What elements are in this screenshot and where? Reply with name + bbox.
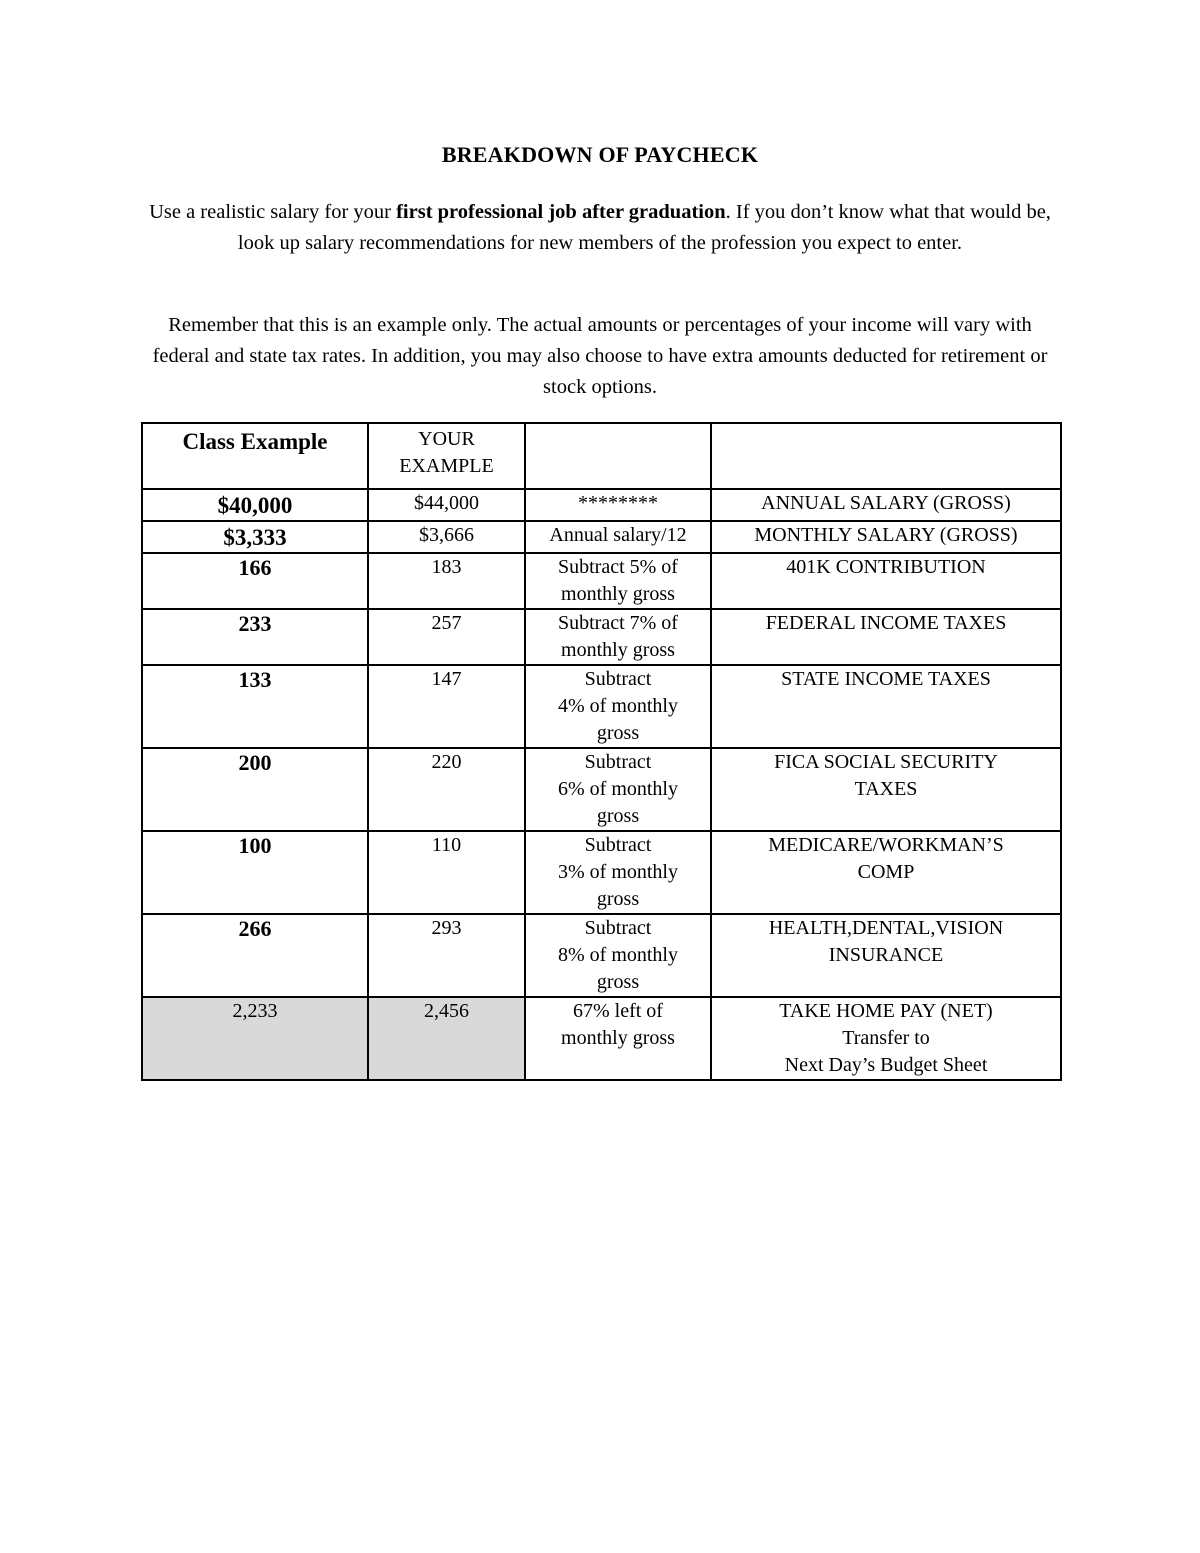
table-row-net <box>142 997 1061 1080</box>
intro-text-end: . If you don’t know what that would be, look up salary recommendations for new members of the profession you expect to enter. <box>237 201 1051 254</box>
class-example-cell: 100 <box>142 831 368 914</box>
table-row <box>142 521 1061 553</box>
calculation-line: gross <box>596 888 640 910</box>
item-label-line: Transfer to <box>842 1027 930 1049</box>
calculation-line: Subtract <box>584 834 652 856</box>
calculation-line: Subtract <box>584 668 652 690</box>
table-row <box>142 914 1061 997</box>
item-label-line: STATE INCOME TAXES <box>781 668 991 690</box>
item-label-line: FEDERAL INCOME TAXES <box>765 612 1007 634</box>
your-example-cell: $44,000 <box>368 489 525 521</box>
your-example-cell: $3,666 <box>368 521 525 553</box>
item-label-line: MEDICARE/WORKMAN’S <box>768 834 1004 856</box>
calculation-line: monthly gross <box>561 1027 675 1049</box>
calculation-line: 3% of monthly <box>558 861 678 883</box>
item-label-line: TAKE HOME PAY (NET) <box>779 1000 993 1022</box>
calculation-line: gross <box>596 971 640 993</box>
paycheck-table <box>141 422 1062 1081</box>
your-example-cell: 147 <box>368 665 525 748</box>
calculation-line: monthly gross <box>561 583 675 605</box>
class-example-net-cell: 2,233 <box>142 997 368 1080</box>
your-example-cell: 257 <box>368 609 525 665</box>
your-example-header <box>368 423 525 489</box>
item-label-line: Next Day’s Budget Sheet <box>784 1054 988 1076</box>
item-label-line: FICA SOCIAL SECURITY <box>774 751 998 773</box>
table-header-row <box>142 423 1061 489</box>
calculation-cell <box>525 665 711 748</box>
item-label-cell <box>711 609 1061 665</box>
calculation-line: Subtract <box>584 751 652 773</box>
class-example-cell: 166 <box>142 553 368 609</box>
calculation-cell <box>525 914 711 997</box>
calculation-line: 4% of monthly <box>558 695 678 717</box>
calculation-line: Subtract <box>584 917 652 939</box>
your-example-header-line1: YOUR <box>418 428 475 450</box>
calculation-header <box>525 423 711 489</box>
your-example-cell: 183 <box>368 553 525 609</box>
item-label-line: COMP <box>857 861 915 883</box>
item-label-line: HEALTH,DENTAL,VISION <box>768 917 1004 939</box>
item-label-line: INSURANCE <box>828 944 944 966</box>
item-label-line: TAXES <box>854 778 918 800</box>
item-label-line: 401K CONTRIBUTION <box>786 556 986 578</box>
intro-emphasis: first professional job after graduation <box>396 201 726 223</box>
calculation-cell <box>525 831 711 914</box>
calculation-line: 67% left of <box>573 1000 663 1022</box>
table-row <box>142 609 1061 665</box>
class-example-cell: 200 <box>142 748 368 831</box>
calculation-line: Annual salary/12 <box>549 524 687 546</box>
item-label-cell <box>711 553 1061 609</box>
your-example-cell: 110 <box>368 831 525 914</box>
calculation-line: Subtract 7% of <box>558 612 678 634</box>
item-label-cell <box>711 748 1061 831</box>
page-title: BREAKDOWN OF PAYCHECK <box>441 142 759 167</box>
table-row <box>142 489 1061 521</box>
calculation-cell <box>525 521 711 553</box>
item-label-cell <box>711 914 1061 997</box>
item-label-cell <box>711 521 1061 553</box>
calculation-cell <box>525 553 711 609</box>
table-row <box>142 748 1061 831</box>
class-example-cell: $3,333 <box>142 521 368 553</box>
calculation-cell <box>525 489 711 521</box>
item-label-cell <box>711 831 1061 914</box>
note-paragraph: Remember that this is an example only. The actual amounts or percentages of your income will vary with federal and state tax rates. In addition, you may also choose to have extra amounts deducted for retirement or stock options. <box>152 314 1048 398</box>
calculation-line: monthly gross <box>561 639 675 661</box>
your-example-net-cell: 2,456 <box>368 997 525 1080</box>
calculation-line: gross <box>596 805 640 827</box>
item-label-cell <box>711 665 1061 748</box>
calculation-cell <box>525 609 711 665</box>
your-example-cell: 220 <box>368 748 525 831</box>
table-row <box>142 665 1061 748</box>
your-example-header-line2: EXAMPLE <box>399 455 494 477</box>
calculation-cell <box>525 748 711 831</box>
class-example-cell: $40,000 <box>142 489 368 521</box>
item-header <box>711 423 1061 489</box>
intro-text-start: Use a realistic salary for your <box>149 201 397 223</box>
class-example-cell: 233 <box>142 609 368 665</box>
item-label-line: MONTHLY SALARY (GROSS) <box>754 524 1018 546</box>
class-example-header: Class Example <box>142 423 368 489</box>
calculation-line: 6% of monthly <box>558 778 678 800</box>
table-row <box>142 553 1061 609</box>
class-example-cell: 266 <box>142 914 368 997</box>
calculation-cell <box>525 997 711 1080</box>
item-label-line: ANNUAL SALARY (GROSS) <box>761 492 1011 514</box>
calculation-line: ******** <box>578 492 658 514</box>
calculation-line: Subtract 5% of <box>558 556 678 578</box>
your-example-cell: 293 <box>368 914 525 997</box>
calculation-line: gross <box>596 722 640 744</box>
class-example-cell: 133 <box>142 665 368 748</box>
item-label-cell <box>711 489 1061 521</box>
item-label-cell <box>711 997 1061 1080</box>
intro-paragraph <box>140 197 1060 259</box>
calculation-line: 8% of monthly <box>558 944 678 966</box>
table-row <box>142 831 1061 914</box>
